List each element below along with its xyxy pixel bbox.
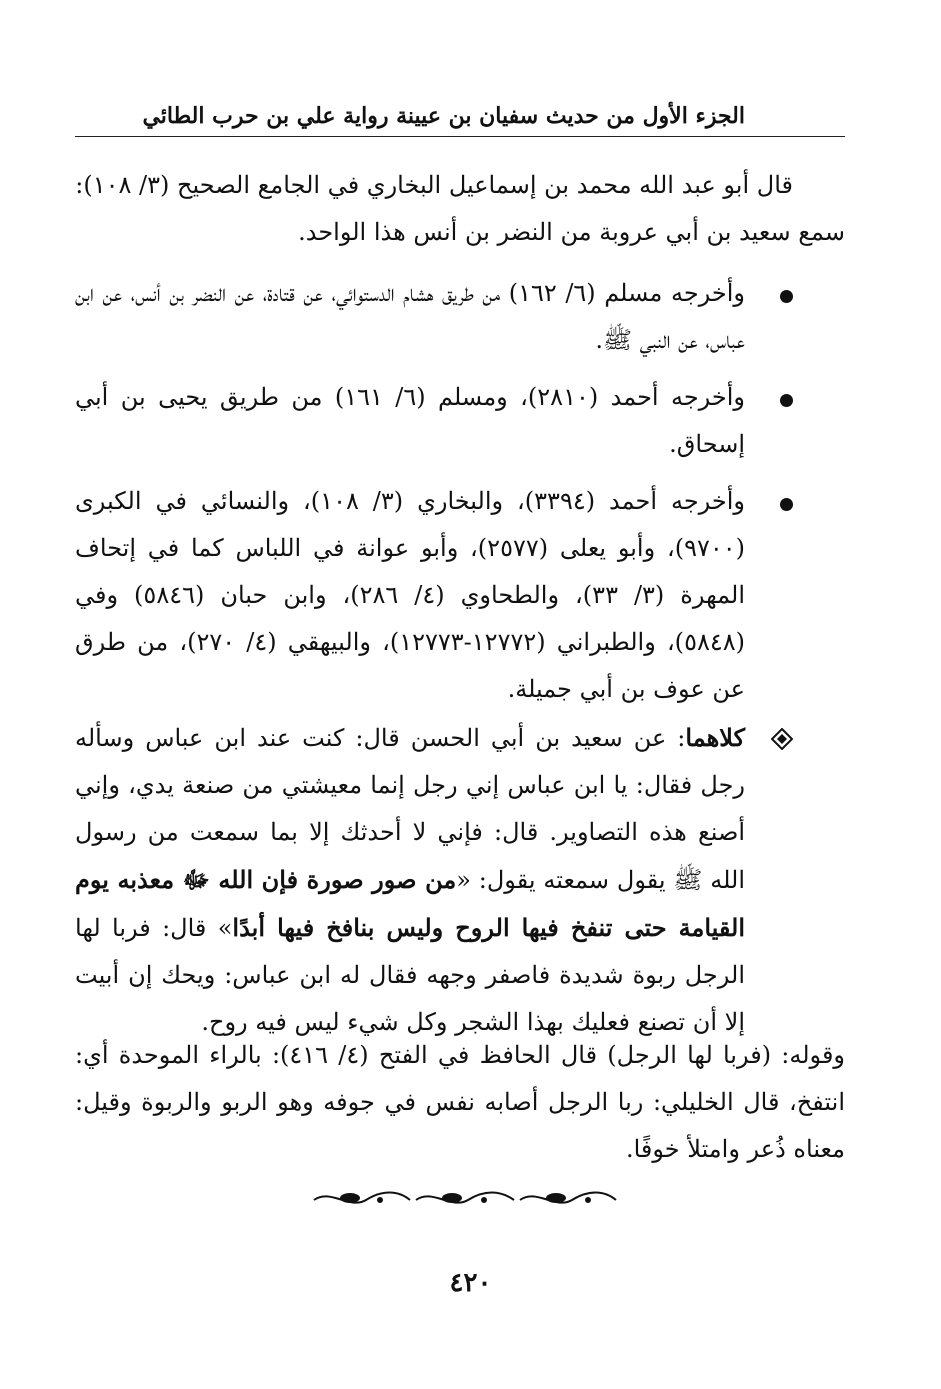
running-header: الجزء الأول من حديث سفيان بن عيينة رواية علي بن حرب الطائي	[142, 103, 745, 129]
page-number: ٤٢٠	[449, 1268, 492, 1298]
header-rule	[75, 136, 845, 137]
hadith-part-2: » قال: فربا لها الرجل ربوة شديدة فاصفر وجهه فقال له ابن عباس: ويحك إن أبيت إلا أن تصنع فعليك بهذا الشجر وكل شيء ليس فيه روح.	[75, 914, 745, 1036]
diamond-bullet-icon	[771, 728, 793, 750]
bullet-text: وأخرجه مسلم (٦/ ١٦٢) من طريق هشام الدستوائي، عن قتادة، عن النضر بن أنس، عن ابن عباس، عن النبي ﷺ.	[75, 279, 745, 354]
bullet-text: وأخرجه أحمد (٣٣٩٤)، والبخاري (٣/ ١٠٨)، والنسائي في الكبرى (٩٧٠٠)، وأبو يعلى (٢٥٧٧)، وأبو عوانة في اللباس كما في إتحاف المهرة (٣/ ٣٣)، والطحاوي (٤/ ٢٨٦)، وابن حبان (٥٨٤٦) وفي (٥٨٤٨)، والطبراني (١٢٧٧٢-١٢٧٧٣)، والبيهقي (٤/ ٢٧٠)، من طرق عن عوف بن أبي جميلة.	[75, 487, 746, 703]
bullet-dot-icon	[780, 290, 793, 303]
closing-paragraph: وقوله: (فربا لها الرجل) قال الحافظ في الفتح (٤/ ٤١٦): بالراء الموحدة أي: انتفخ، قال الخليلي: ربا الرجل أصابه نفس في جوفه وهو الربو والربوة وقيل: معناه ذُعر وامتلأ خوفًا.	[75, 1041, 846, 1163]
hadith-part-1: : عن سعيد بن أبي الحسن قال: كنت عند ابن عباس وسأله رجل فقال: يا ابن عباس إني رجل إنما معيشتي من صنعة يدي، وإني أصنع هذه التصاوير. قال: فإني لا أحدثك إلا بما سمعت من رسول الله ﷺ يقول سمعته يقول: «	[75, 724, 746, 894]
intro-paragraph	[75, 162, 845, 256]
takhrij-bullet-1	[75, 270, 845, 364]
hadith-lead: كلاهما	[685, 723, 745, 752]
bullet-text: وأخرجه أحمد (٢٨١٠)، ومسلم (٦/ ١٦١) من طريق يحيى بن أبي إسحاق.	[75, 383, 746, 458]
bullet-dot-icon	[780, 498, 793, 511]
hadith-text	[75, 714, 745, 1046]
bullet-dot-icon	[780, 394, 793, 407]
intro-line-1: قال أبو عبد الله محمد بن إسماعيل البخاري في الجامع الصحيح (٣/ ١٠٨):	[75, 171, 793, 199]
hadith-block	[75, 714, 845, 1046]
takhrij-bullet-3	[75, 478, 845, 713]
hadith-quote: من صور صورة فإن الله ﷻ معذبه يوم القيامة حتى تنفخ فيها الروح وليس بنافخ فيها أبدًا	[75, 865, 745, 942]
ornament-divider-icon	[310, 1184, 620, 1214]
takhrij-bullet-2	[75, 374, 845, 468]
intro-line-2: سمع سعيد بن أبي عروبة من النضر بن أنس هذا الواحد.	[298, 218, 845, 246]
